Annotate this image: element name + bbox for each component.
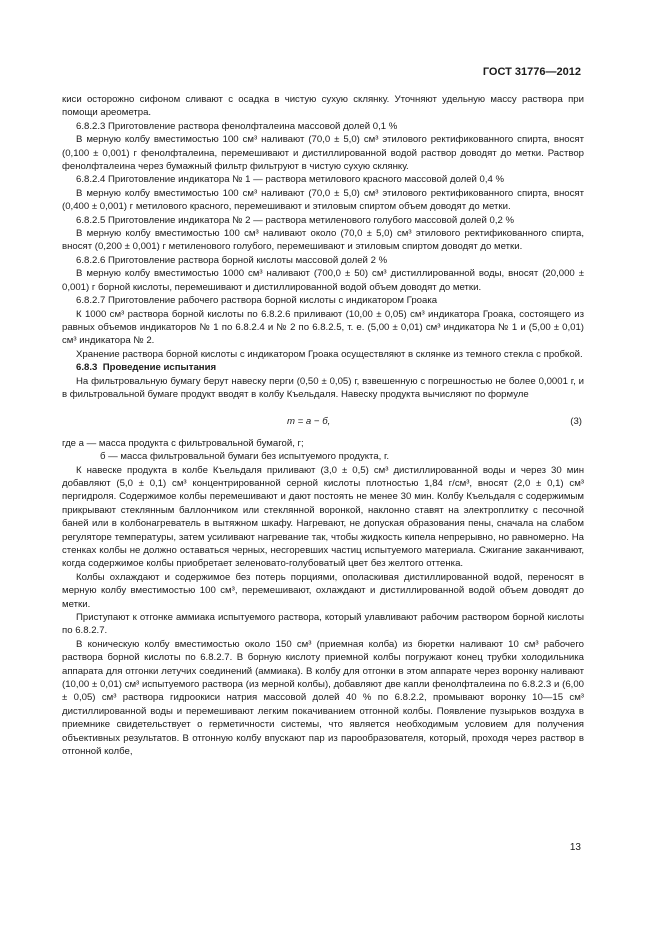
formula-row <box>62 415 584 428</box>
formula-legend-a: где а — масса продукта с фильтровальной бумагой, г; <box>62 437 304 449</box>
paragraph: киси осторожно сифоном сливают с осадка в чистую сухую склянку. Уточняют удельную массу раствора при помощи ареометра. <box>62 94 584 119</box>
document-header: ГОСТ 31776—2012 <box>482 66 581 78</box>
paragraph: 6.8.2.6 Приготовление раствора борной кислоты массовой долей 2 % <box>76 254 388 266</box>
section-title: Проведение испытания <box>102 362 217 374</box>
paragraph: 6.8.2.3 Приготовление раствора фенолфталеина массовой долей 0,1 % <box>76 120 398 132</box>
paragraph: В мерную колбу вместимостью 1000 см³ наливают (700,0 ± 50) см³ дистиллированной воды, вносят (20,000 ± 0,001) г борной кислоты, перемешивают и дистиллированной водой объем доводят до метки. <box>62 268 584 293</box>
page-body <box>62 93 584 758</box>
paragraph: К навеске продукта в колбе Къельдаля приливают (3,0 ± 0,5) см³ дистиллированной воды и через 30 мин добавляют (5,0 ± 0,1) см³ концентрированной серной кислоты плотностью 1,84 г/см³, вносят (2,0 ± 0,1) см³ пергидроля. Содержимое колбы перемешивают и дают постоять не менее 30 мин. Колбу Къельдаля с содержимым прикрывают стеклянным баллончиком или стеклянной воронкой, наклонно ставят на электроплитку с песочной баней или в колбонагреватель в вытяжном шкафу. Нагревают, не допуская образования пены, сначала на слабом регуляторе температуры, затем усиливают нагревание так, чтобы жидкость кипела непрерывно, но равномерно. На стенках колбы не должно оставаться черных, несгоревших частиц испытуемого материала. Сжигание заканчивают, когда содержимое колбы приобретает зеленовато-голубоватый цвет без желтого оттенка. <box>62 464 584 570</box>
formula-legend-b: б — масса фильтровальной бумаги без испытуемого продукта, г. <box>100 451 389 463</box>
paragraph: Приступают к отгонке аммиака испытуемого раствора, который улавливают рабочим раствором борной кислоты по 6.8.2.7. <box>62 612 584 637</box>
paragraph: Колбы охлаждают и содержимое без потерь порциями, ополаскивая дистиллированной водой, переносят в мерную колбу вместимостью 100 см³, перемешивают, охлаждают и дистиллированной водой объем доводят до метки. <box>62 571 584 610</box>
paragraph: В мерную колбу вместимостью 100 см³ наливают около (70,0 ± 5,0) см³ этилового ректификованного спирта, вносят (0,200 ± 0,001) г метиленового голубого, перемешивают и этиловым спиртом доводят до метки. <box>62 228 584 253</box>
page-number: 13 <box>569 842 581 853</box>
paragraph: 6.8.2.4 Приготовление индикатора № 1 — раствора метилового красного массовой долей 0,4 % <box>76 174 505 186</box>
section-number: 6.8.3 <box>76 362 98 374</box>
formula-number: (3) <box>570 416 582 428</box>
formula-expression: m = a − б, <box>287 416 331 428</box>
paragraph: 6.8.2.7 Приготовление рабочего раствора борной кислоты с индикатором Гроака <box>76 295 438 307</box>
section-heading <box>62 361 584 374</box>
paragraph: В мерную колбу вместимостью 100 см³ наливают (70,0 ± 5,0) см³ этилового ректификованного спирта, вносят (0,100 ± 0,001) г фенолфталеина, перемешивают и дистиллированной водой раствор доводят до метки. Раствор фенолфталеина через бумажный фильтр фильтруют в чистую сухую склянку. <box>62 134 584 173</box>
paragraph: К 1000 см³ раствора борной кислоты по 6.8.2.6 приливают (10,00 ± 0,05) см³ индикатора Гроака, состоящего из равных объемов индикаторов № 1 по 6.8.2.4 и № 2 по 6.8.2.5, т. е. (5,00 ± 0,01) см³ индикатора № 1 и (5,00 ± 0,01) см³ индикатора № 2. <box>62 308 584 347</box>
paragraph: В мерную колбу вместимостью 100 см³ наливают (70,0 ± 5,0) см³ этилового ректификованного спирта, вносят (0,400 ± 0,001) г метилового красного, перемешивают и этиловым спиртом объем доводят до метки. <box>62 187 584 213</box>
paragraph: На фильтровальную бумагу берут навеску перги (0,50 ± 0,05) г, взвешенную с погрешностью не более 0,0001 г, и в фильтровальной бумаге продукт вводят в колбу Къельдаля. Навеску продукта вычисляют по формуле <box>62 375 584 400</box>
paragraph: 6.8.2.5 Приготовление индикатора № 2 — раствора метиленового голубого массовой долей 0,2 % <box>76 214 515 226</box>
paragraph: Хранение раствора борной кислоты с индикатором Гроака осуществляют в склянке из темного стекла с пробкой. <box>76 348 583 360</box>
paragraph: В коническую колбу вместимостью около 150 см³ (приемная колба) из бюретки наливают 10 см³ рабочего раствора борной кислоты по 6.8.2.7. В борную кислоту приемной колбы погружают конец трубки холодильника аппарата для отгонки летучих соединений (аммиака). В колбу для отгонки в этом аппарате через воронку наливают (10,00 ± 0,01) см³ испытуемого раствора (из мерной колбы), добавляют две капли фенолфталеина по 6.8.2.3 и (6,00 ± 0,05) см³ раствора гидроокиси натрия массовой долей 40 % по 6.8.2.2, промывают воронку 10—15 см³ дистиллированной воды и перемешивают легким покачиванием отгонной колбы. Появление пузырьков воздуха в приемнике свидетельствует о герметичности системы, что является необходимым условием для получения объективных результатов. В отгонную колбу впускают пар из парообразователя, который, проходя через раствор в отгонной колбе, <box>62 638 584 758</box>
